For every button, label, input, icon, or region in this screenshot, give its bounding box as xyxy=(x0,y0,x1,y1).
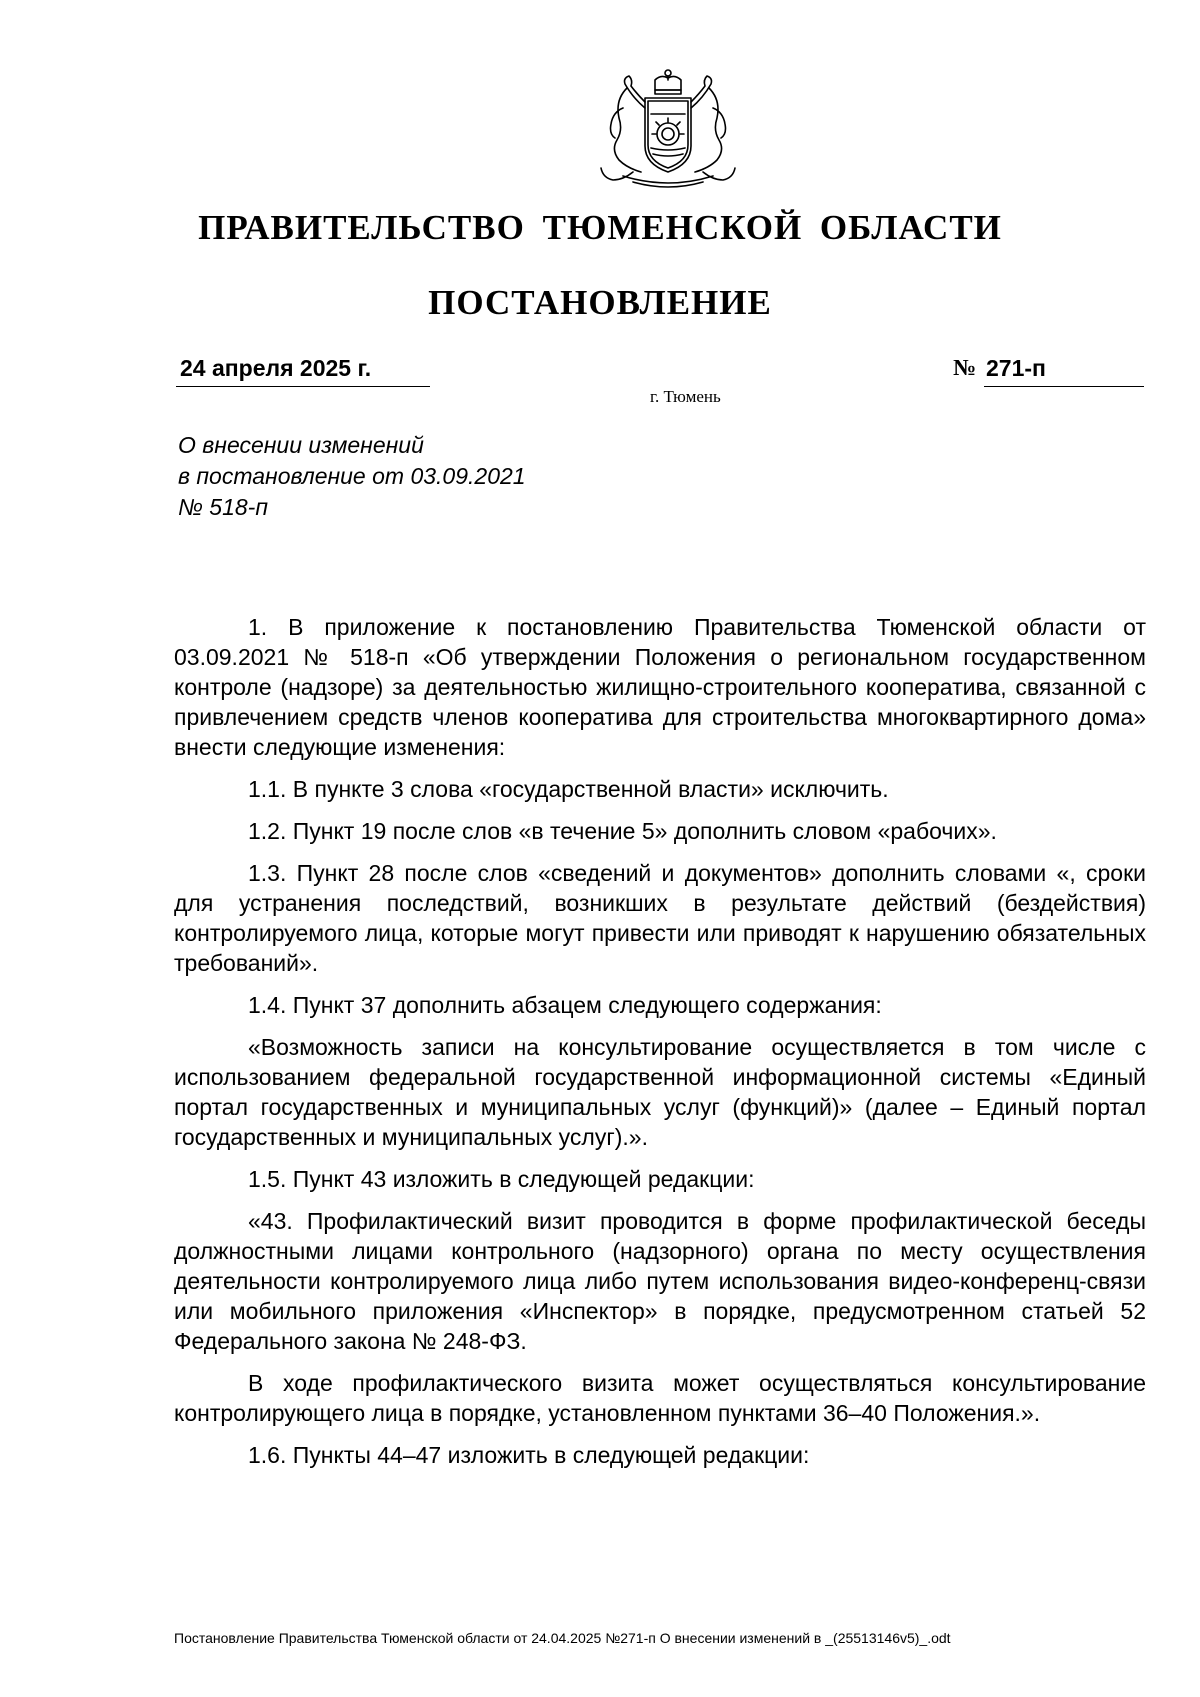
document-subject xyxy=(178,430,678,523)
body-paragraph: В ходе профилактического визита может осуществляться консультирование контролирующего лица в порядке, установленном пунктами 36–40 Положения.». xyxy=(174,1370,1146,1426)
body-paragraph: 1.5. Пункт 43 изложить в следующей редакции: xyxy=(248,1166,755,1192)
body-paragraph: 1.4. Пункт 37 дополнить абзацем следующего содержания: xyxy=(248,992,882,1018)
body-paragraph: 1.2. Пункт 19 после слов «в течение 5» дополнить словом «рабочих». xyxy=(248,818,997,844)
organization-title: ПРАВИТЕЛЬСТВО ТЮМЕНСКОЙ ОБЛАСТИ xyxy=(198,208,1002,247)
body-paragraph: 1.1. В пункте 3 слова «государственной власти» исключить. xyxy=(248,776,889,802)
body-paragraph: 1.6. Пункты 44–47 изложить в следующей редакции: xyxy=(248,1442,810,1468)
document-date-field xyxy=(176,355,430,387)
body-paragraph: 1. В приложение к постановлению Правительства Тюменской области от 03.09.2021 № 518-п «Об утверждении Положения о региональном государственном контроле (надзоре) за деятельностью жилищно-строительного кооператива, связанной с привлечением средств членов кооператива для строительства многоквартирного дома» внести следующие изменения: xyxy=(174,614,1146,760)
coat-of-arms-emblem xyxy=(593,68,743,192)
city-label: г. Тюмень xyxy=(650,387,721,406)
document-date: 24 апреля 2025 г. xyxy=(180,355,372,381)
body-paragraph: «Возможность записи на консультирование осуществляется в том числе с использованием федеральной государственной информационной системы «Единый портал государственных и муниципальных услуг (функций)» (далее – Единый портал государственных и муниципальных услуг).». xyxy=(174,1034,1146,1150)
document-body xyxy=(174,612,1146,1482)
document-number: 271-п xyxy=(986,355,1046,381)
document-type-title: ПОСТАНОВЛЕНИЕ xyxy=(428,283,772,322)
body-paragraph: «43. Профилактический визит проводится в форме профилактической беседы должностными лицами контрольного (надзорного) органа по месту осуществления деятельности контролируемого лица либо путем использования видео-конференц-связи или мобильного приложения «Инспектор» в порядке, предусмотренном статьей 52 Федерального закона № 248-ФЗ. xyxy=(174,1208,1146,1354)
subject-line: в постановление от 03.09.2021 xyxy=(178,463,526,489)
body-paragraph: 1.3. Пункт 28 после слов «сведений и документов» дополнить словами «, сроки для устранения последствий, возникших в результате действий (бездействия) контролируемого лица, которые могут привести или приводят к нарушению обязательных требований». xyxy=(174,860,1146,976)
document-number-field xyxy=(984,355,1144,387)
number-sign: № xyxy=(953,355,977,380)
subject-line: № 518-п xyxy=(178,494,268,520)
document-footer: Постановление Правительства Тюменской области от 24.04.2025 №271-п О внесении изменений в _(25513146v5)_.odt xyxy=(174,1630,951,1646)
subject-line: О внесении изменений xyxy=(178,432,424,458)
